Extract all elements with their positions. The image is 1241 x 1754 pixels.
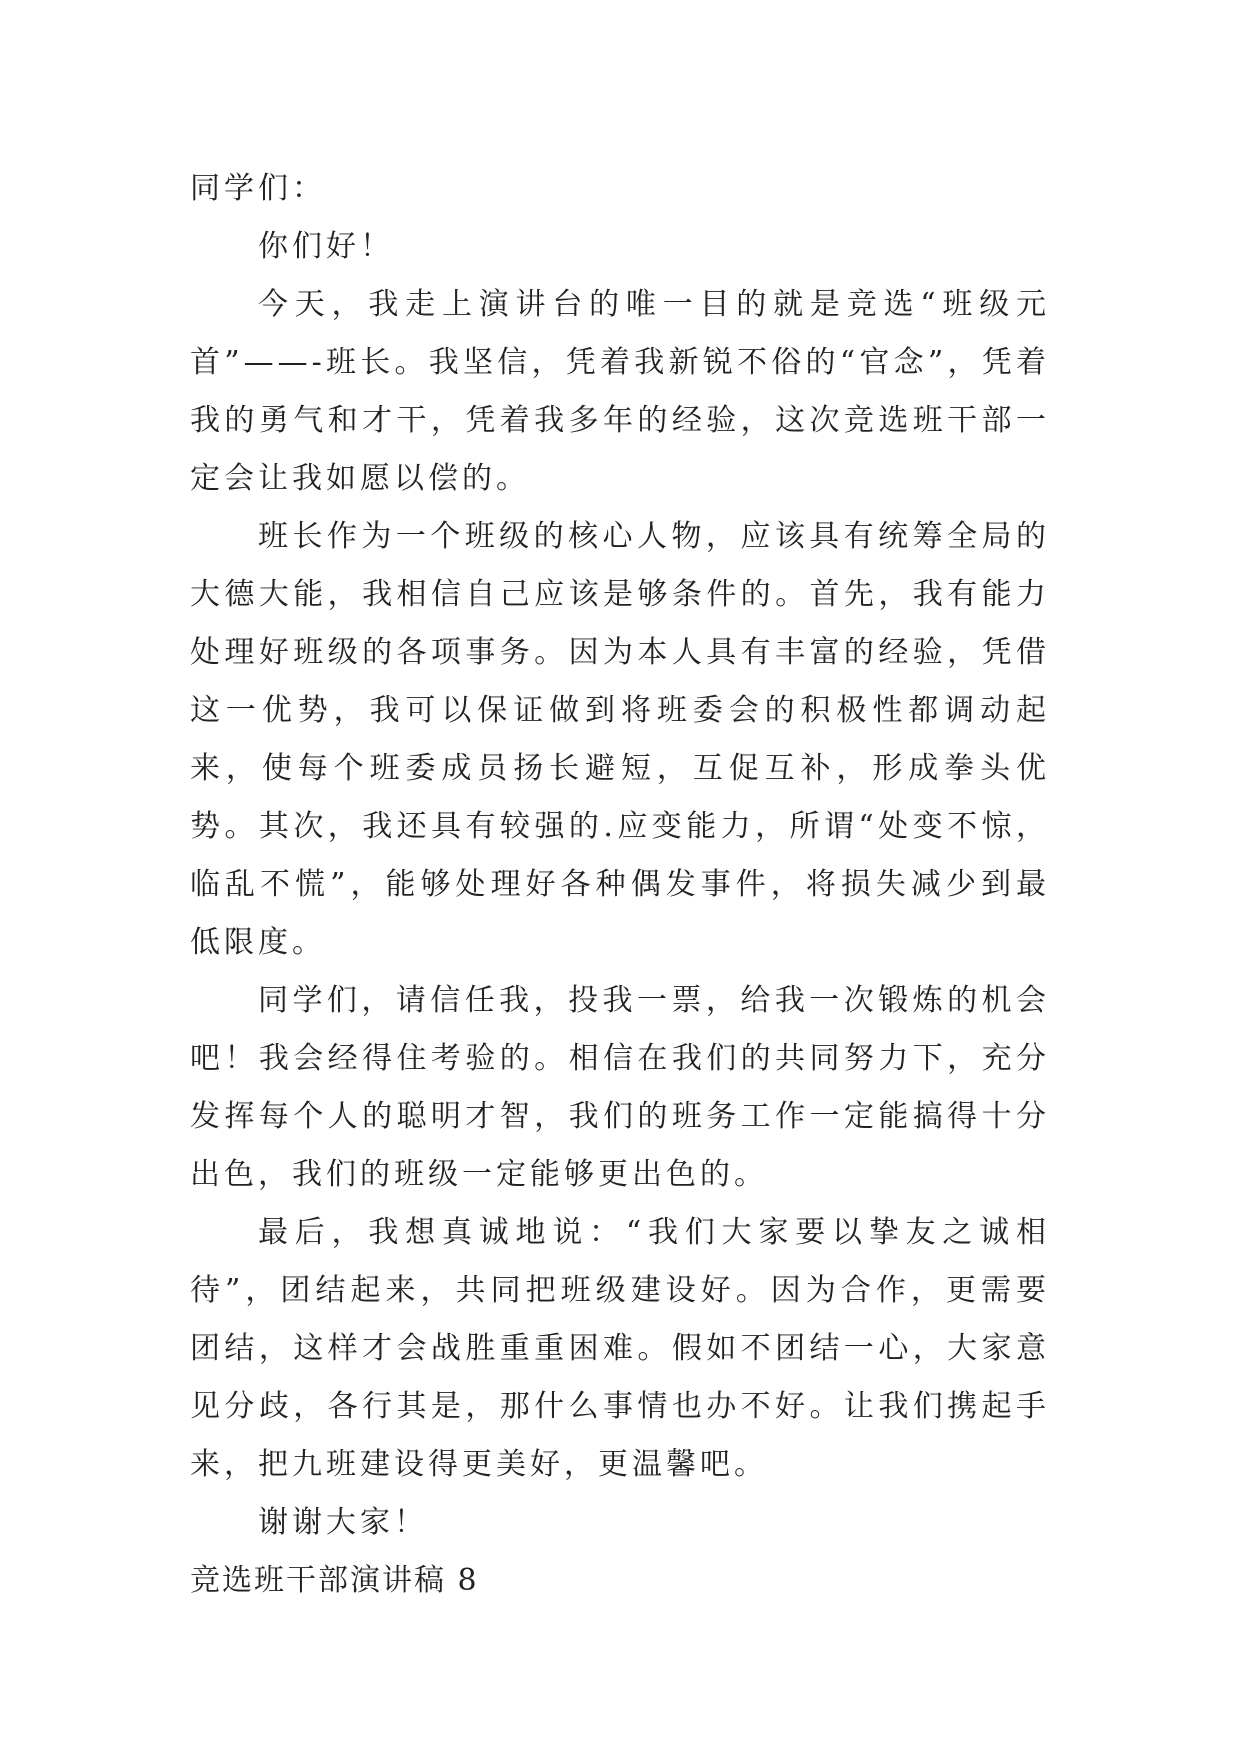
closing: 谢谢大家！ [258,1505,428,1540]
paragraph-4: 最后，我想真诚地说：“我们大家要以挚友之诚相待”，团结起来，共同把班级建设好。因为合作，更需要团结，这样才会战胜重重困难。假如不团结一心，大家意见分歧，各行其是，那什么事情也办不好。让我们携起手来，把九班建设得更美好，更温馨吧。 [190,1215,1050,1482]
paragraph-3: 同学们，请信任我，投我一票，给我一次锻炼的机会吧！我会经得住考验的。相信在我们的共同努力下，充分发挥每个人的聪明才智，我们的班务工作一定能搞得十分出色，我们的班级一定能够更出色的。 [190,983,1050,1192]
next-section-title: 竞选班干部演讲稿 8 [190,1563,479,1598]
salutation: 同学们： [190,171,326,206]
greeting: 你们好！ [258,229,394,264]
paragraph-2: 班长作为一个班级的核心人物，应该具有统筹全局的大德大能，我相信自己应该是够条件的。首先，我有能力处理好班级的各项事务。因为本人具有丰富的经验，凭借这一优势，我可以保证做到将班委会的积极性都调动起来，使每个班委成员扬长避短，互促互补，形成拳头优势。其次，我还具有较强的.应变能力，所谓“处变不惊，临乱不慌”，能够处理好各种偶发事件，将损失减少到最低限度。 [190,519,1050,960]
document-body [190,160,1050,1610]
paragraph-1: 今天，我走上演讲台的唯一目的就是竞选“班级元首”——-班长。我坚信，凭着我新锐不俗的“官念”，凭着我的勇气和才干，凭着我多年的经验，这次竞选班干部一定会让我如愿以偿的。 [190,287,1050,496]
